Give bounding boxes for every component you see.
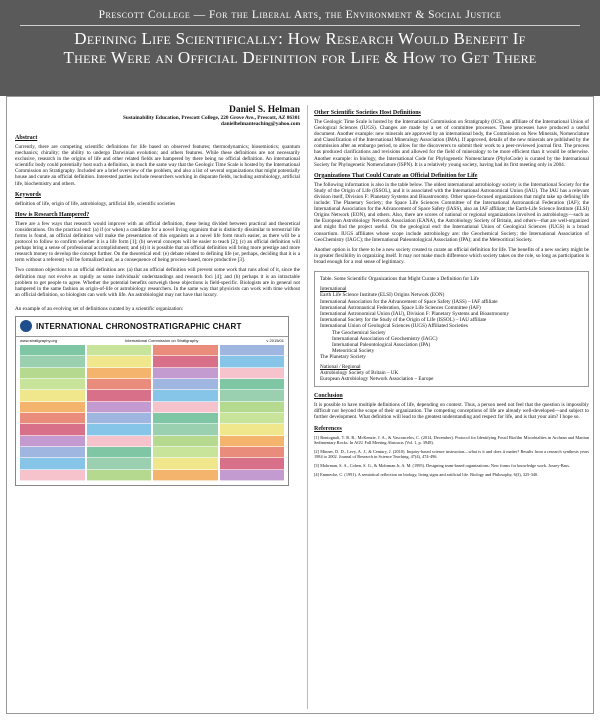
chart-intro-text: An example of an evolving set of definitions curated by a scientific organization: [15,305,184,312]
chart-bands [20,345,284,481]
reference-item: [2] Minner, D. D., Levy, A. J., & Century, J. (2010). Inquiry-based science instruction—what is it and does it matter? Results from a research synthesis years 1984 to 2002. Journal of Research in Science Teaching, 47(4), 474-496. [314,448,589,459]
college-line: Prescott College — For the Liberal Arts, the Environment & Social Justice [98,9,502,21]
chart-column [220,345,285,481]
other-societies-text: The Geologic Time Scale is hosted by the International Commission on Stratigraphy (ICS), an affiliate of the International Union of Geological Sciences (IUGS). Changes are made by a set of committee processes. These processes have produced a useful document. Another example: new minerals are approved by an international body, the Commission on New Minerals, Nomenclature and Classification of the International Mineralogy Association (IMA). If approved, details of the new minerals are published by the commission after an embargo period, to allow for the discoverers to submit their work to a peer-reviewed journal first. The process has produced clarifications and revisions and allowed for the field of mineralogy to be more efficient than it would be otherwise. Another example: in biology, the International Code for Phylogenetic Nomenclature (PhyloCode) is curated by the International Society for Phylogenetic Nomenclature (ISPN). It is a relatively young society, having had its first meeting only in 2004. [314,119,589,168]
chart-band [220,345,285,356]
chart-column [153,345,218,481]
chart-band [153,424,218,435]
chart-band [220,470,285,481]
chart-title: INTERNATIONAL CHRONOSTRATIGRAPHIC CHART [36,321,242,331]
reference-item: [1] Bontognali, T. R. R., McKenzie, J. A., & Vasconcelos, C. (2014, December). Protocol for Identifying Fossil Biofilm Microbialites in Archean and Martian Sedimentary Rocks. In AGU Fall Meeting Abstracts (Vol. 1, p. 3948). [314,434,589,445]
poster-title-line-1: Defining Life Scientifically: How Research Would Benefit If [74,29,526,48]
table-title: Table. Some Scientific Organizations that Might Curate a Definition for Life [320,275,480,282]
chart-band [20,470,85,481]
chart-band [153,402,218,413]
poster-title-line-2: There Were an Official Definition for Life & How to Get There [63,48,537,67]
chart-band [20,458,85,469]
keywords-heading: Keywords [15,191,41,198]
chart-band [20,345,85,356]
chart-band [87,368,152,379]
keywords-text: definition of life, origin of life, astrobiology, artificial life, scientific societies [15,200,176,207]
chart-band [153,470,218,481]
hampered-heading: How is Research Hampered? [15,211,90,218]
chart-header [16,317,288,337]
chart-band [220,356,285,367]
chart-band [87,458,152,469]
table-regional-heading: National / Regional [320,363,361,370]
chart-subheader [16,337,288,344]
chart-band [220,413,285,424]
iugs-item: Meteoritical Society [332,348,375,355]
chart-band [20,356,85,367]
chart-band [20,379,85,390]
chart-band [20,390,85,401]
chart-band [20,413,85,424]
iugs-item: International Paleontological Association (IPA) [332,342,431,348]
intl-item: International Astronomical Union (IAU), Division F: Planetary Systems and Bioastronomy [320,310,510,317]
chart-band [20,424,85,435]
references-list [314,435,589,477]
chart-band [87,470,152,481]
conclusion-heading: Conclusion [314,393,343,400]
poster-body [6,96,594,714]
chart-url: www.stratigraphy.org [20,337,58,343]
other-societies-heading: Other Scientific Societies Host Definitions [314,110,421,116]
author-name: Daniel S. Helman [229,105,300,115]
chart-band [153,413,218,424]
chart-band [20,436,85,447]
author-block [15,105,300,127]
chart-band [153,390,218,401]
chart-band [220,436,285,447]
chart-band [87,424,152,435]
hampered-paragraph-2: Two common objections to an official definition are: (a) that an official definition will prevent some work that runs afoul of it, since the definition may not evolve as rapidly as some individuals' understandings and research foci [4]; and (b) perhaps it is an intractable problem to get people to agree. Whether the potential benefits outweigh these objections is field-specific. Biologists are in general not hampered in the same fashion as origin-of-life or astrobiology researchers. In the same way that physicists can work with time without an official definition, so biologists can work with life. An astrobiologist may not have that luxury. [15,267,300,298]
chart-band [153,436,218,447]
chart-band [220,424,285,435]
references-heading: References [314,425,342,432]
curate-paragraph-1: The following information is also in the table below. The oldest international astrobiology society is the International Society for the Study of the Origin of Life (ISSOL), and it is associated with the International Astronomical Union (IAU). The IAU has a relevant division itself, Division F: Planetary Systems and Bioastronomy. Other space-focused organizations that might take up defining life include: The Planetary Society; the Space Life Sciences Committee of the International Astronautical Federation (IAF); the International Association for the Advancement of Space Safety (IASS), also an IAF affiliate; the Earth-Life Science Institute (ELSI) Origins Network (EON), and others. Also, there are scores of national or regional organizations involved in astrobiology—such as the European Astrobiology Network Association (EANA), the Astrobiology Society of Britain, and others—that are well-organized and might find the project useful. On the geological end: the International Union of Geological Sciences (IUGS) is a broad consortium. IUGS affiliates whose scope include astrobiology are: the Geochemical Society; the International Association of GeoChemistry (IAGC); the International Paleontological Association (IPA); and the Meteoritical Society. [314,181,589,243]
intl-item: International Society for the Study of the Origin of Life (ISSOL) – IAU affiliate [320,317,487,324]
chronostratigraphic-chart-image [15,316,289,486]
reference-item: [3] Mohrman, S. A., Cohen, S. G., & Mohrman Jr, A. M. (1995). Designing team-based organizations: New forms for knowledge work. Jossey-Bass. [314,462,570,468]
chart-band [87,356,152,367]
chart-band [87,402,152,413]
intl-item: The Planetary Society [320,354,366,361]
organizations-table [314,271,589,387]
iugs-item: International Association of Geochemistry (IAGC) [332,335,438,342]
chart-band [87,379,152,390]
chart-band [220,458,285,469]
intl-item: Earth Life Science Institute (ELSI) Origins Network (EON) [320,292,445,299]
curate-paragraph-2: Another option is for there to be a new society created to curate an official definition for life. The benefits of a new society might be in greater flexibility in organizing itself. It may not make much difference which society takes on the role, so long as participation is broad enough for a real sense of legitimacy. [314,246,589,265]
curate-heading: Organizations That Could Curate an Official Definition for Life [314,172,478,179]
hampered-paragraph-1: There are a few ways that research would improve with an official definition, these being divided between practical and theoretical considerations. On the practical end: (a) if (or when) a candidate for a novel living organism that is distinctly dissimilar to terrestrial life forms is found, an official definition will make the presentation of this organism as a novel life form much easier, as there will be a protocol to follow to confirm whether it is a life form [1]; (b) several concepts will be easier to teach [2]; (c) an official definition will perhaps bring a sense of professional accomplishment; and (d) it is possible that an official definition will bring more prestige and more research money to develop the concept further. On the theoretical end: (e) debate related to defining life (or, perhaps, deciding that it is a term without a referent) will be formalized and, as a consequence of being process-based, more productive [3]. [15,220,300,264]
regional-item: European Astrobiology Network Association – Europe [320,376,434,383]
chart-version: v 2015/01 [266,337,284,343]
chart-band [153,356,218,367]
chart-band [87,447,152,458]
intl-item: International Union of Geological Sciences (IUGS) Affiliated Societies [320,323,468,330]
abstract-text: Currently, there are competing scientific definitions for life based on observed features; thermodynamics; biosemiotics; quantum mechanics; chirality; the ability to undergo Darwinian evolution; and others features. While these definitions are not necessarily exclusive, research in the origins of life and other related fields are hampered by there being no official definition. An international scientific body could potentially host such a definition, in much the same way that the Geologic Time Scale is hosted by the International Commission on Stratigraphy. Included are a brief overview of the problem, and also a list of several organizations that might potentially house and curate an official definition. Interested parties include researchers working in disparate fields, including astrobiology, artificial life, biochemistry and others. [15,144,300,187]
chart-band [220,379,285,390]
chart-band [220,402,285,413]
chart-org: International Commission on Stratigraphy [125,337,199,343]
iugs-item: The Geochemical Society [332,329,386,336]
chart-band [20,368,85,379]
chart-band [220,390,285,401]
chart-band [153,447,218,458]
table-international-heading: International [320,286,347,293]
conclusion-text: It is possible to have multiple definitions of life, depending on context. Thus, a person need not feel that the question is impossibly difficult nor beyond the scope of their organization. The competing conceptions of life are already well-developed—and subject to further development. What definition will lead to the greatest understanding and respect for life, and is that your aim? I hope so. [314,402,589,421]
poster-header [0,0,600,96]
chart-band [153,345,218,356]
abstract-heading: Abstract [15,135,38,141]
author-email: danielhelmanteaching@yahoo.com [221,121,300,127]
chart-band [87,436,152,447]
chart-band [20,402,85,413]
chart-column [87,345,152,481]
chart-band [220,368,285,379]
chart-band [153,379,218,390]
chart-band [153,368,218,379]
chart-column [20,345,85,481]
chart-band [87,345,152,356]
intl-item: International Astronautical Federation, Space Life Sciences Committee (IAF) [320,304,481,311]
author-affiliation: Sustainability Education, Prescott College, 220 Grove Ave., Prescott, AZ 86301 [122,115,300,121]
intl-item: International Association for the Advancement of Space Safety (IASS) – IAF affiliate [320,298,498,305]
chart-band [87,390,152,401]
left-column [15,105,300,709]
reference-item: [4] Emmeche, C. (1991). A semiotical reflection on biology, living signs and artificial life. Biology and Philosophy, 6(3), 325-340. [314,471,539,477]
ics-logo-icon [20,320,32,332]
chart-band [220,447,285,458]
chart-band [153,458,218,469]
header-divider [20,25,580,26]
right-column [307,105,589,709]
chart-band [20,447,85,458]
regional-item: Astrobiology Society of Britain – UK [320,369,399,376]
chart-band [87,413,152,424]
